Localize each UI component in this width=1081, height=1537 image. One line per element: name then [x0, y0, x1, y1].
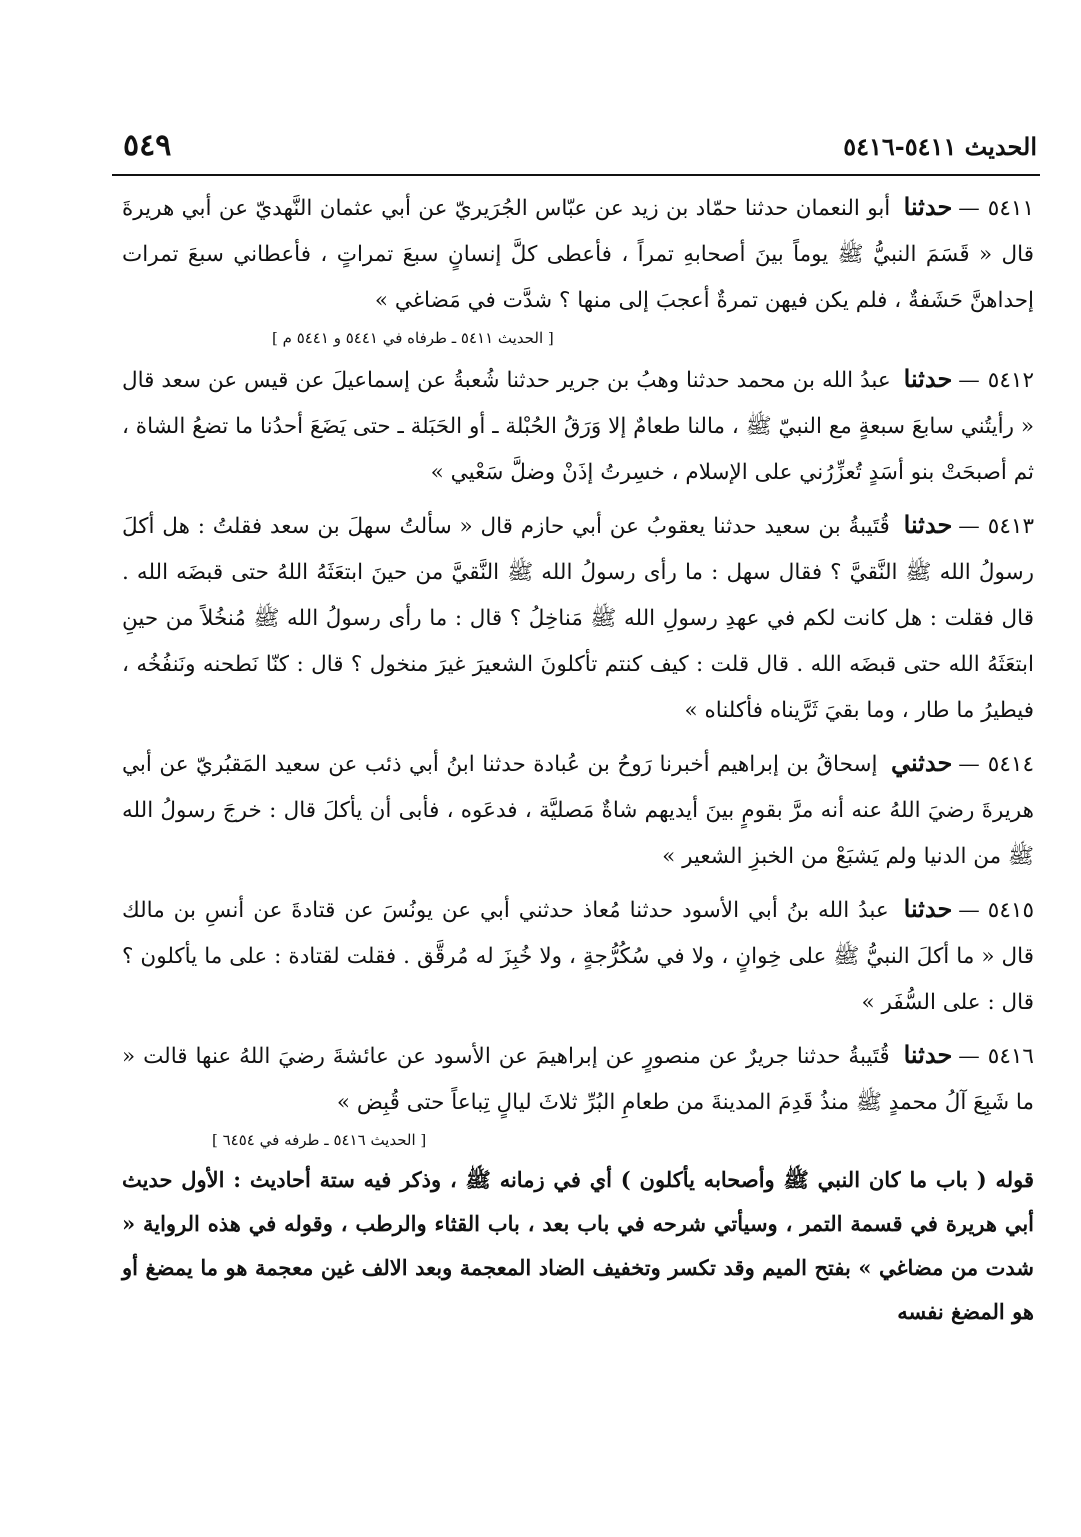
hadith-reference: [ الحديث ٥٤١١ ـ طرفاه في ٥٤٤١ و ٥٤٤١ م ] [272, 329, 554, 347]
hadith-keyword: حدثنا [903, 192, 953, 221]
hadith-5413: ٥٤١٣—حدثنا قُتَيبةُ بن سعيد حدثنا يعقوبُ عن أبي حازم قال « سألتُ سهلَ بن سعد فقلتُ : هل أكلَ رسولُ الله ﷺ النَّقيَّ ؟ فقال سهل : ما رأى رسولُ الله ﷺ النَّقيَّ من حينَ ابتعَثَهُ اللهُ حتى قبضَه الله . قال فقلت : هل كانت لكم في عهدِ رسولِ الله ﷺ مَناخِلُ ؟ قال : ما رأى رسولُ الله ﷺ مُنخُلاً من حينِ ابتعَثَهُ الله حتى قبضَه الله . قال قلت : كيف كنتم تأكلونَ الشعيرَ غيرَ منخول ؟ قال : كنّا نَطحنه ونَنفُخُه ، فيطيرُ ما طار ، وما بقيَ ثَرَّيناه فأكلناه » [122, 510, 1034, 723]
running-title: الحديث ٥٤١١-٥٤١٦ [843, 132, 1037, 161]
hadith-keyword: حدثنا [903, 894, 953, 923]
page-header [115, 128, 1037, 168]
hadith-keyword: حدثني [890, 748, 953, 777]
hadith-keyword: حدثنا [903, 510, 953, 539]
hadith-reference: [ الحديث ٥٤١٦ ـ طرفه في ٦٤٥٤ ] [212, 1131, 427, 1149]
hadith-number: ٥٤١١ [987, 196, 1034, 221]
hadith-text: قُتَيبةُ بن سعيد حدثنا يعقوبُ عن أبي حازم قال « سألتُ سهلَ بن سعد فقلتُ : هل أكلَ رسولُ الله ﷺ النَّقيَّ ؟ فقال سهل : ما رأى رسولُ الله ﷺ النَّقيَّ من حينَ ابتعَثَهُ اللهُ حتى قبضَه الله . قال فقلت : هل كانت لكم في عهدِ رسولِ الله ﷺ مَناخِلُ ؟ قال : ما رأى رسولُ الله ﷺ مُنخُلاً من حينِ ابتعَثَهُ الله حتى قبضَه الله . قال قلت : كيف كنتم تأكلونَ الشعيرَ غيرَ منخول ؟ قال : كنّا نَطحنه ونَنفُخُه ، فيطيرُ ما طار ، وما بقيَ ثَرَّيناه فأكلناه » [122, 514, 1034, 723]
hadith-5411: ٥٤١١—حدثنا أبو النعمان حدثنا حمّاد بن زيد عن عبّاس الجُرَيريّ عن أبي عثمان النَّهديّ عن أبي هريرةَ قال « قَسَمَ النبيُّ ﷺ يوماً بينَ أصحابهِ تمراً ، فأعطى كلَّ إنسانٍ سبعَ تمراتٍ ، فأعطاني سبعَ تمرات إحداهنَّ حَشَفةٌ ، فلم يكن فيهن تمرةٌ أعجبَ إلى منها ؟ شدَّت في مَضاغي » [122, 192, 1034, 313]
hadith-text: قُتَيبةُ حدثنا جريرٌ عن منصورٍ عن إبراهيمَ عن الأسود عن عائشةَ رضيَ اللهُ عنها قالت « ما شَبِعَ آلُ محمدٍ ﷺ منذُ قَدِمَ المدينةَ من طعامِ البُرِّ ثلاثَ ليالٍ تِباعاً حتى قُبِض » [122, 1044, 1034, 1115]
header-rule [112, 174, 1040, 176]
hadith-number: ٥٤١٦ [987, 1044, 1034, 1069]
hadith-keyword: حدثنا [903, 364, 953, 393]
hadith-number: ٥٤١٣ [987, 514, 1034, 539]
page-number: ٥٤٩ [123, 128, 172, 163]
hadith-number: ٥٤١٢ [987, 368, 1034, 393]
hadith-keyword: حدثنا [903, 1040, 953, 1069]
hadith-5412: ٥٤١٢—حدثنا عبدُ الله بن محمد حدثنا وهبُ بن جرير حدثنا شُعبةُ عن إسماعيلَ عن قيس عن سعد قال « رأيتُني سابعَ سبعةٍ مع النبيّ ﷺ ، مالنا طعامٌ إلا وَرَقُ الحُبْلة ـ أو الحَبَلة ـ حتى يَضَعَ أحدُنا ما تضعُ الشاة ، ثم أصبحَتْ بنو أسَدٍ تُعزِّرُني على الإسلام ، خسِرتُ إذَنْ وضلَّ سَعْيي » [122, 364, 1034, 485]
hadith-text: أبو النعمان حدثنا حمّاد بن زيد عن عبّاس الجُرَيريّ عن أبي عثمان النَّهديّ عن أبي هريرةَ قال « قَسَمَ النبيُّ ﷺ يوماً بينَ أصحابهِ تمراً ، فأعطى كلَّ إنسانٍ سبعَ تمراتٍ ، فأعطاني سبعَ تمرات إحداهنَّ حَشَفةٌ ، فلم يكن فيهن تمرةٌ أعجبَ إلى منها ؟ شدَّت في مَضاغي » [122, 196, 1034, 313]
commentary-paragraph: قوله ( باب ما كان النبي ﷺ وأصحابه يأكلون ) أي في زمانه ﷺ ، وذكر فيه ستة أحاديث : الأول حديث أبي هريرة في قسمة التمر ، وسيأتي شرحه في باب بعد ، باب القثاء والرطب ، وقوله في هذه الرواية « شدت من مضاغي » بفتح الميم وقد تكسر وتخفيف الضاد المعجمة وبعد الالف غين معجمة هو ما يمضغ أو هو المضغ نفسه [122, 1167, 1034, 1324]
page-body [122, 184, 1034, 1355]
hadith-text: عبدُ الله بن محمد حدثنا وهبُ بن جرير حدثنا شُعبةُ عن إسماعيلَ عن قيس عن سعد قال « رأيتُني سابعَ سبعةٍ مع النبيّ ﷺ ، مالنا طعامٌ إلا وَرَقُ الحُبْلة ـ أو الحَبَلة ـ حتى يَضَعَ أحدُنا ما تضعُ الشاة ، ثم أصبحَتْ بنو أسَدٍ تُعزِّرُني على الإسلام ، خسِرتُ إذَنْ وضلَّ سَعْيي » [122, 368, 1034, 485]
hadith-text: إسحاقُ بن إبراهيم أخبرنا رَوحُ بن عُبادة حدثنا ابنُ أبي ذئب عن سعيد المَقبُريّ عن أبي هريرةَ رضيَ اللهُ عنه أنه مرَّ بقومٍ بينَ أيديهم شاةٌ مَصليَّة ، فدعَوه ، فأبى أن يأكلَ قال : خرجَ رسولُ الله ﷺ من الدنيا ولم يَشبَعْ من الخبزِ الشعير » [122, 752, 1034, 869]
hadith-number: ٥٤١٤ [987, 752, 1034, 777]
hadith-text: عبدُ الله بنُ أبي الأسود حدثنا مُعاذ حدثني أبي عن يونُسَ عن قتادةَ عن أنسِ بن مالك قال « ما أكلَ النبيُّ ﷺ على خِوانٍ ، ولا في سُكُرُّجةٍ ، ولا خُبِزَ له مُرقَّق . فقلت لقتادة : على ما يأكلون ؟ قال : على السُّفَر » [122, 898, 1034, 1015]
hadith-5416: ٥٤١٦—حدثنا قُتَيبةُ حدثنا جريرٌ عن منصورٍ عن إبراهيمَ عن الأسود عن عائشةَ رضيَ اللهُ عنها قالت « ما شَبِعَ آلُ محمدٍ ﷺ منذُ قَدِمَ المدينةَ من طعامِ البُرِّ ثلاثَ ليالٍ تِباعاً حتى قُبِض » [122, 1040, 1034, 1115]
hadith-5415: ٥٤١٥—حدثنا عبدُ الله بنُ أبي الأسود حدثنا مُعاذ حدثني أبي عن يونُسَ عن قتادةَ عن أنسِ بن مالك قال « ما أكلَ النبيُّ ﷺ على خِوانٍ ، ولا في سُكُرُّجةٍ ، ولا خُبِزَ له مُرقَّق . فقلت لقتادة : على ما يأكلون ؟ قال : على السُّفَر » [122, 894, 1034, 1015]
hadith-5414: ٥٤١٤—حدثني إسحاقُ بن إبراهيم أخبرنا رَوحُ بن عُبادة حدثنا ابنُ أبي ذئب عن سعيد المَقبُريّ عن أبي هريرةَ رضيَ اللهُ عنه أنه مرَّ بقومٍ بينَ أيديهم شاةٌ مَصليَّة ، فدعَوه ، فأبى أن يأكلَ قال : خرجَ رسولُ الله ﷺ من الدنيا ولم يَشبَعْ من الخبزِ الشعير » [122, 748, 1034, 869]
hadith-number: ٥٤١٥ [987, 898, 1034, 923]
